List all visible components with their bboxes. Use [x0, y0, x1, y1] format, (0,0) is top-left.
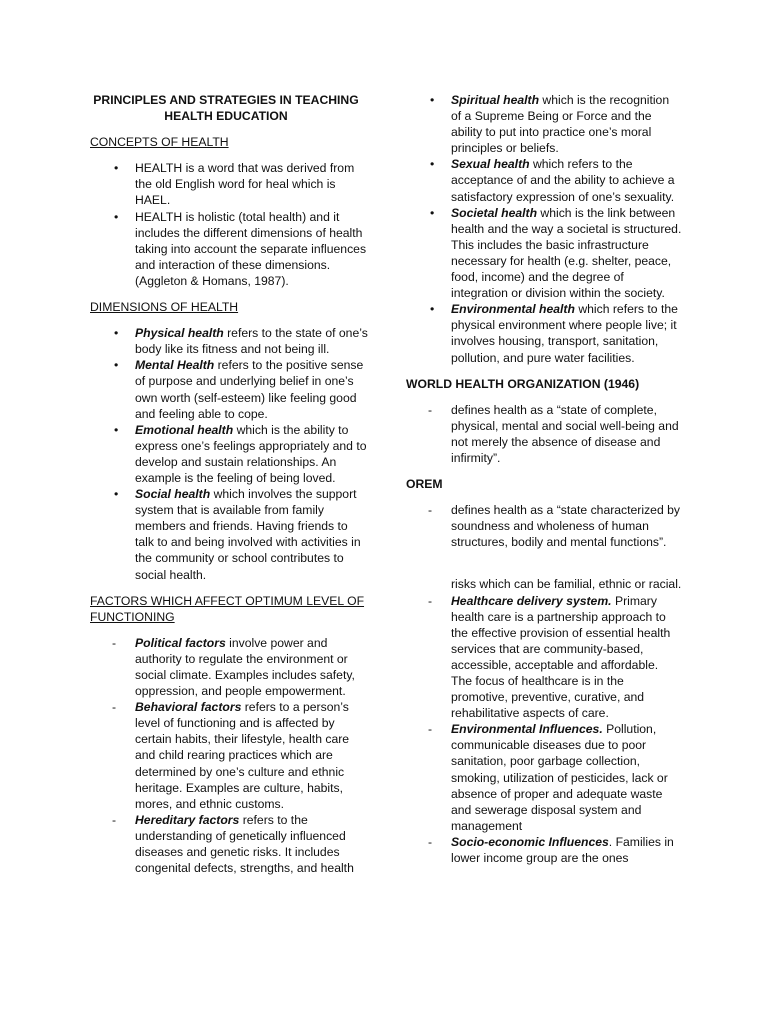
list-item [90, 635, 368, 699]
factors-heading: FACTORS WHICH AFFECT OPTIMUM LEVEL OF FUNCTIONING [90, 593, 365, 624]
list-item [90, 422, 368, 486]
bullet-icon: • [430, 93, 435, 107]
item-term: Socio-economic Influences [451, 834, 609, 849]
item-text: which is the recognition of a Supreme Being or Force and the ability to put into practice one’s moral principles or beliefs. [451, 93, 670, 156]
list-item [90, 209, 368, 289]
item-text: Pollution, communicable diseases due to poor sanitation, poor garbage collection, smoking, utilization of pesticides, lack or absence of proper and adequate waste and sewerage disposal system and management [451, 722, 668, 833]
item-text: refers to the state of one’s body like its fitness and not being ill. [135, 326, 368, 357]
item-text: refers to the positive sense of purpose and underlying belief in one’s own worth (self-esteem) like feeling good and feeling able to cope. [135, 358, 364, 421]
concepts-heading: CONCEPTS OF HEALTH [90, 135, 229, 150]
list-item [406, 593, 682, 722]
list-item [90, 699, 368, 812]
dash-icon: - [112, 635, 117, 650]
factors-continued-list [406, 593, 682, 867]
left-column [90, 92, 368, 886]
item-term: Social health [135, 487, 211, 502]
dash-icon: - [428, 503, 433, 518]
document-title: PRINCIPLES AND STRATEGIES IN TEACHING HEALTH EDUCATION [93, 93, 359, 124]
list-item [90, 486, 368, 583]
item-term: Mental Health [135, 358, 215, 373]
item-text: which involves the support system that is available from family members and friends. Having friends to talk to and being involved with activities in the community or school contributes to social health. [135, 487, 361, 582]
bullet-icon: • [430, 157, 435, 172]
who-heading: WORLD HEALTH ORGANIZATION (1946) [406, 376, 640, 391]
orem-list [406, 502, 682, 550]
bullet-icon: • [114, 487, 119, 502]
list-item [90, 160, 368, 208]
concepts-list [90, 160, 368, 289]
item-term: Physical health [135, 326, 224, 341]
who-list [406, 402, 682, 466]
list-item [406, 402, 682, 466]
right-column [406, 92, 682, 876]
dimensions-heading: DIMENSIONS OF HEALTH [90, 300, 239, 315]
item-term: Emotional health [135, 422, 234, 437]
item-text: defines health as a “state characterized by soundness and wholeness of human structures, bodily and mental functions”. [451, 503, 680, 550]
item-text: which refers to the physical environment where people live; it involves housing, transport, sanitation, pollution, and pure water facilities. [451, 302, 678, 365]
list-item [406, 834, 682, 866]
dash-icon: - [428, 593, 433, 608]
list-item [406, 301, 682, 365]
list-item [406, 502, 682, 550]
dash-icon: - [428, 834, 433, 849]
item-text: refers to a person’s level of functioning and is affected by certain habits, their lifestyle, health care and child rearing practices which are determined by one’s culture and ethnic heritage. Examples are culture, habits, mores, and ethnic customs. [135, 700, 350, 811]
dimensions-list [90, 325, 368, 583]
dash-icon: - [112, 812, 117, 827]
item-term: Healthcare delivery system. [451, 593, 612, 608]
list-item [406, 92, 682, 156]
bullet-icon: • [114, 358, 119, 373]
list-item [90, 812, 368, 876]
item-term: Political factors [135, 635, 226, 650]
item-term: Environmental health [451, 302, 575, 317]
item-text: Primary health care is a partnership approach to the effective provision of essential health services that are community-based, accessible, acceptable and affordable. The focus of healthcare is in the promotive, preventive, curative, and rehabilitative aspects of care. [451, 593, 671, 721]
item-text: HEALTH is holistic (total health) and it includes the different dimensions of health taking into account the separate influences and interaction of these dimensions. (Aggleton & Homans, 1987). [135, 209, 367, 288]
item-term: Societal health [451, 205, 538, 220]
list-item [90, 357, 368, 421]
list-item [90, 325, 368, 357]
bullet-icon: • [114, 209, 119, 224]
item-term: Environmental Influences. [451, 722, 603, 737]
bullet-icon: • [430, 205, 435, 220]
dash-icon: - [112, 700, 117, 715]
dash-icon: - [428, 722, 433, 737]
bullet-icon: • [114, 326, 119, 341]
item-text: which refers to the acceptance of and the ability to achieve a satisfactory expression of one’s sexuality. [451, 157, 675, 204]
factors-continuation-text: risks which can be familial, ethnic or racial. [451, 577, 682, 592]
item-term: Hereditary factors [135, 812, 240, 827]
bullet-icon: • [114, 161, 119, 176]
list-item [406, 156, 682, 204]
item-text: refers to the understanding of genetically influenced diseases and genetic risks. It includes congenital defects, strengths, and health [135, 812, 354, 876]
factors-list [90, 635, 368, 876]
list-item [406, 721, 682, 834]
item-term: Spiritual health [451, 93, 540, 107]
item-text: involve power and authority to regulate the environment or social climate. Examples includes safety, oppression, and people empowerment. [135, 635, 355, 699]
bullet-icon: • [430, 302, 435, 317]
orem-heading: OREM [406, 477, 443, 492]
bullet-icon: • [114, 422, 119, 437]
dash-icon: - [428, 402, 433, 417]
item-text: HEALTH is a word that was derived from the old English word for heal which is HAEL. [135, 161, 355, 208]
item-term: Sexual health [451, 157, 530, 172]
dimensions-continued-list [406, 92, 682, 366]
item-term: Behavioral factors [135, 700, 242, 715]
item-text: which is the ability to express one’s feelings appropriately and to develop and sustain relationships. An example is the feeling of being loved. [135, 422, 367, 485]
item-text: . Families in lower income group are the ones [451, 834, 674, 866]
item-text: defines health as a “state of complete, physical, mental and social well-being and not merely the absence of disease and infirmity”. [451, 402, 679, 465]
list-item [406, 205, 682, 302]
item-text: which is the link between health and the way a societal is structured. This includes the basic infrastructure necessary for health (e.g. shelter, peace, food, income) and the degree of integration or division within the society. [451, 205, 682, 301]
